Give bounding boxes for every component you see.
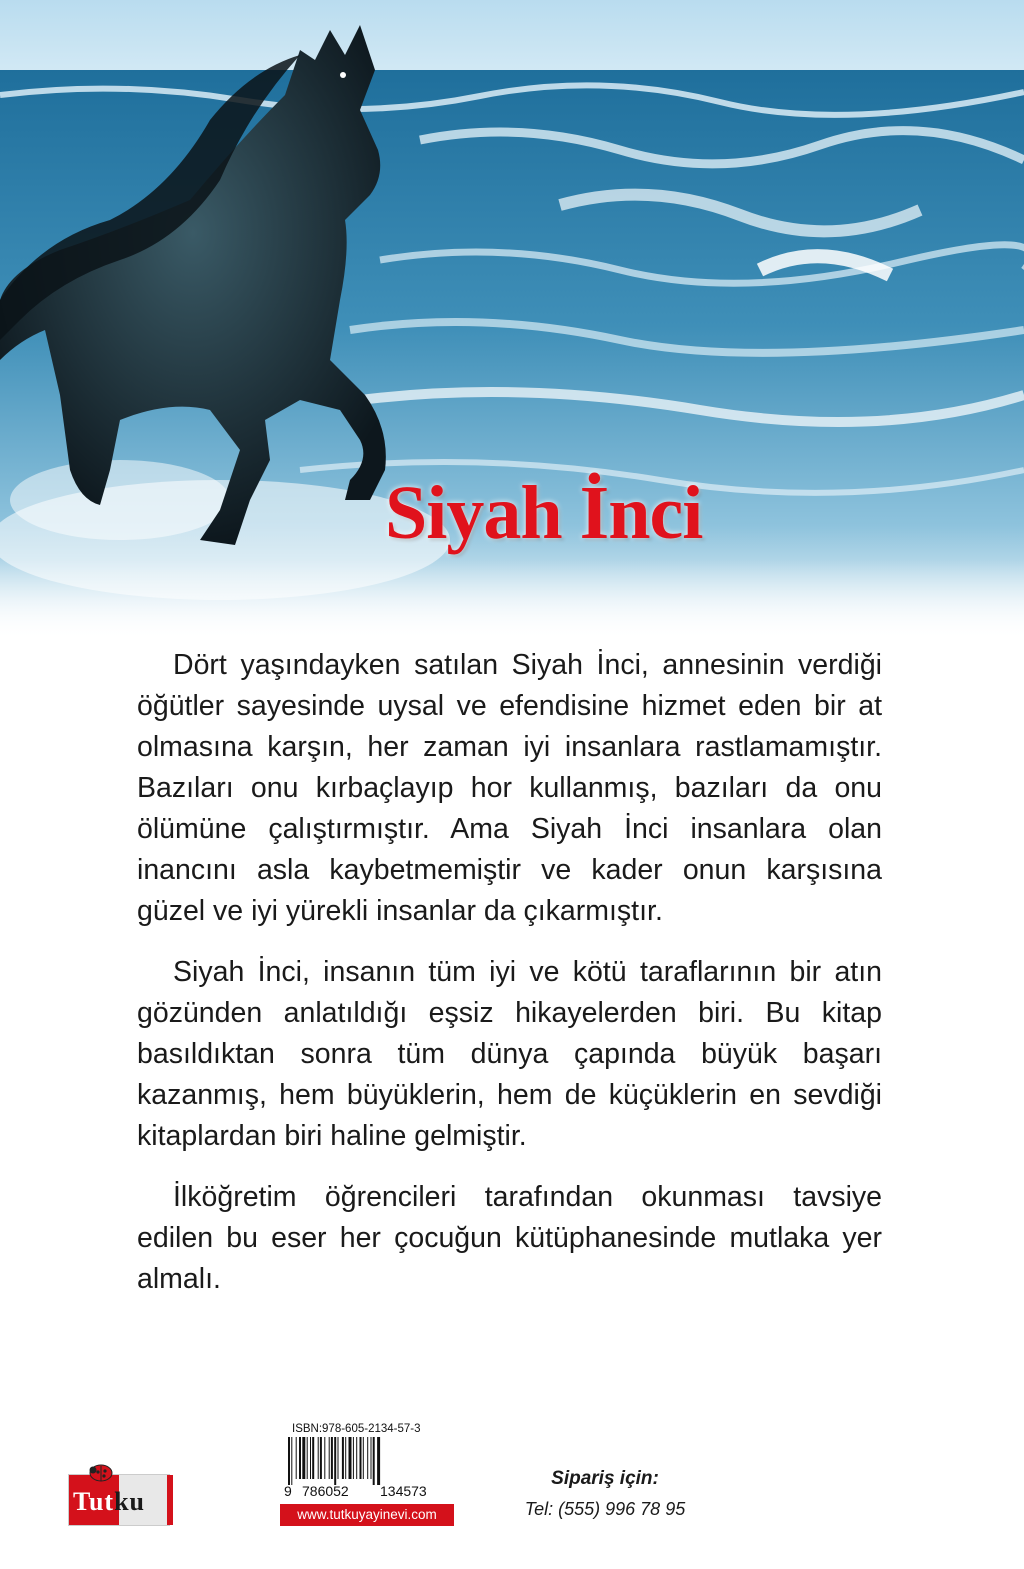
logo-accent-bar — [167, 1475, 173, 1525]
blurb — [137, 645, 882, 1320]
barcode-stripe — [349, 1437, 352, 1479]
blurb-paragraph: İlköğretim öğrencileri tarafından okunması tavsiye edilen bu eser her çocuğun kütüphanesinde mutlaka yer almalı. — [137, 1181, 882, 1295]
barcode-stripe — [338, 1437, 339, 1479]
logo-box — [68, 1474, 170, 1526]
barcode-stripe — [324, 1437, 325, 1479]
barcode-stripe — [320, 1437, 322, 1479]
logo-text-rest: ku — [114, 1487, 145, 1516]
barcode-stripe — [302, 1437, 305, 1479]
barcode-stripe — [291, 1437, 292, 1485]
order-info — [505, 1466, 705, 1526]
barcode-stripe — [299, 1437, 301, 1479]
barcode-digits-right: 134573 — [380, 1483, 427, 1499]
barcode-stripe — [345, 1437, 346, 1479]
barcode-stripe — [288, 1437, 290, 1485]
barcode-stripe — [334, 1437, 336, 1485]
barcode-stripe — [360, 1437, 362, 1479]
barcode-stripe — [331, 1437, 333, 1479]
barcode-digits-left: 786052 — [302, 1483, 349, 1499]
barcode-stripe — [363, 1437, 364, 1479]
logo-wordmark — [73, 1487, 145, 1517]
barcode-stripe — [307, 1437, 308, 1479]
barcode-stripe — [329, 1437, 330, 1479]
barcode-stripe — [310, 1437, 311, 1479]
barcode-stripe — [353, 1437, 354, 1479]
barcode-stripe — [367, 1437, 368, 1479]
book-title: Siyah İnci — [385, 471, 703, 555]
ladybug-icon — [88, 1462, 114, 1482]
barcode-digit-lead: 9 — [284, 1483, 292, 1499]
barcode-stripe — [356, 1437, 357, 1479]
isbn-number: ISBN:978-605-2134-57-3 — [292, 1423, 421, 1435]
publisher-logo — [68, 1462, 176, 1524]
publisher-website: www.tutkuyayinevi.com — [280, 1504, 454, 1526]
logo-text-first: Tut — [73, 1487, 115, 1516]
barcode-stripe — [371, 1437, 372, 1479]
barcode-stripe — [377, 1437, 380, 1485]
blurb-paragraph: Siyah İnci, insanın tüm iyi ve kötü taraflarının bir atın gözünden anlatıldığı eşsiz hikayelerden biri. Bu kitap basıldıktan sonra tüm dünya çapında büyük başarı kazanmış, hem büyüklerin, hem de küçüklerin en sevdiği kitaplardan biri haline gelmiştir. — [137, 956, 882, 1152]
barcode-block — [278, 1423, 456, 1529]
order-phone: Tel: (555) 996 78 95 — [524, 1499, 686, 1519]
order-title: Sipariş için: — [551, 1468, 659, 1489]
barcode-stripe — [373, 1437, 375, 1485]
barcode-stripe — [342, 1437, 344, 1479]
barcode-stripe — [318, 1437, 319, 1479]
barcode-bars — [282, 1437, 454, 1485]
barcode-stripe — [296, 1437, 297, 1479]
barcode-stripe — [312, 1437, 314, 1479]
blurb-paragraph: Dört yaşındayken satılan Siyah İnci, annesinin verdiği öğütler sayesinde uysal ve efendisine hizmet eden bir at olmasına karşın, her zaman iyi insanlara rastlamamıştır. Bazıları onu kırbaçlayıp hor kullanmış, bazıları da onu ölümüne çalıştırmıştır. Ama Siyah İnci insanlara olan inancını asla kaybetmemiştir ve kader onun karşısına güzel ve iyi yürekli insanlar da çıkarmıştır. — [137, 649, 882, 927]
